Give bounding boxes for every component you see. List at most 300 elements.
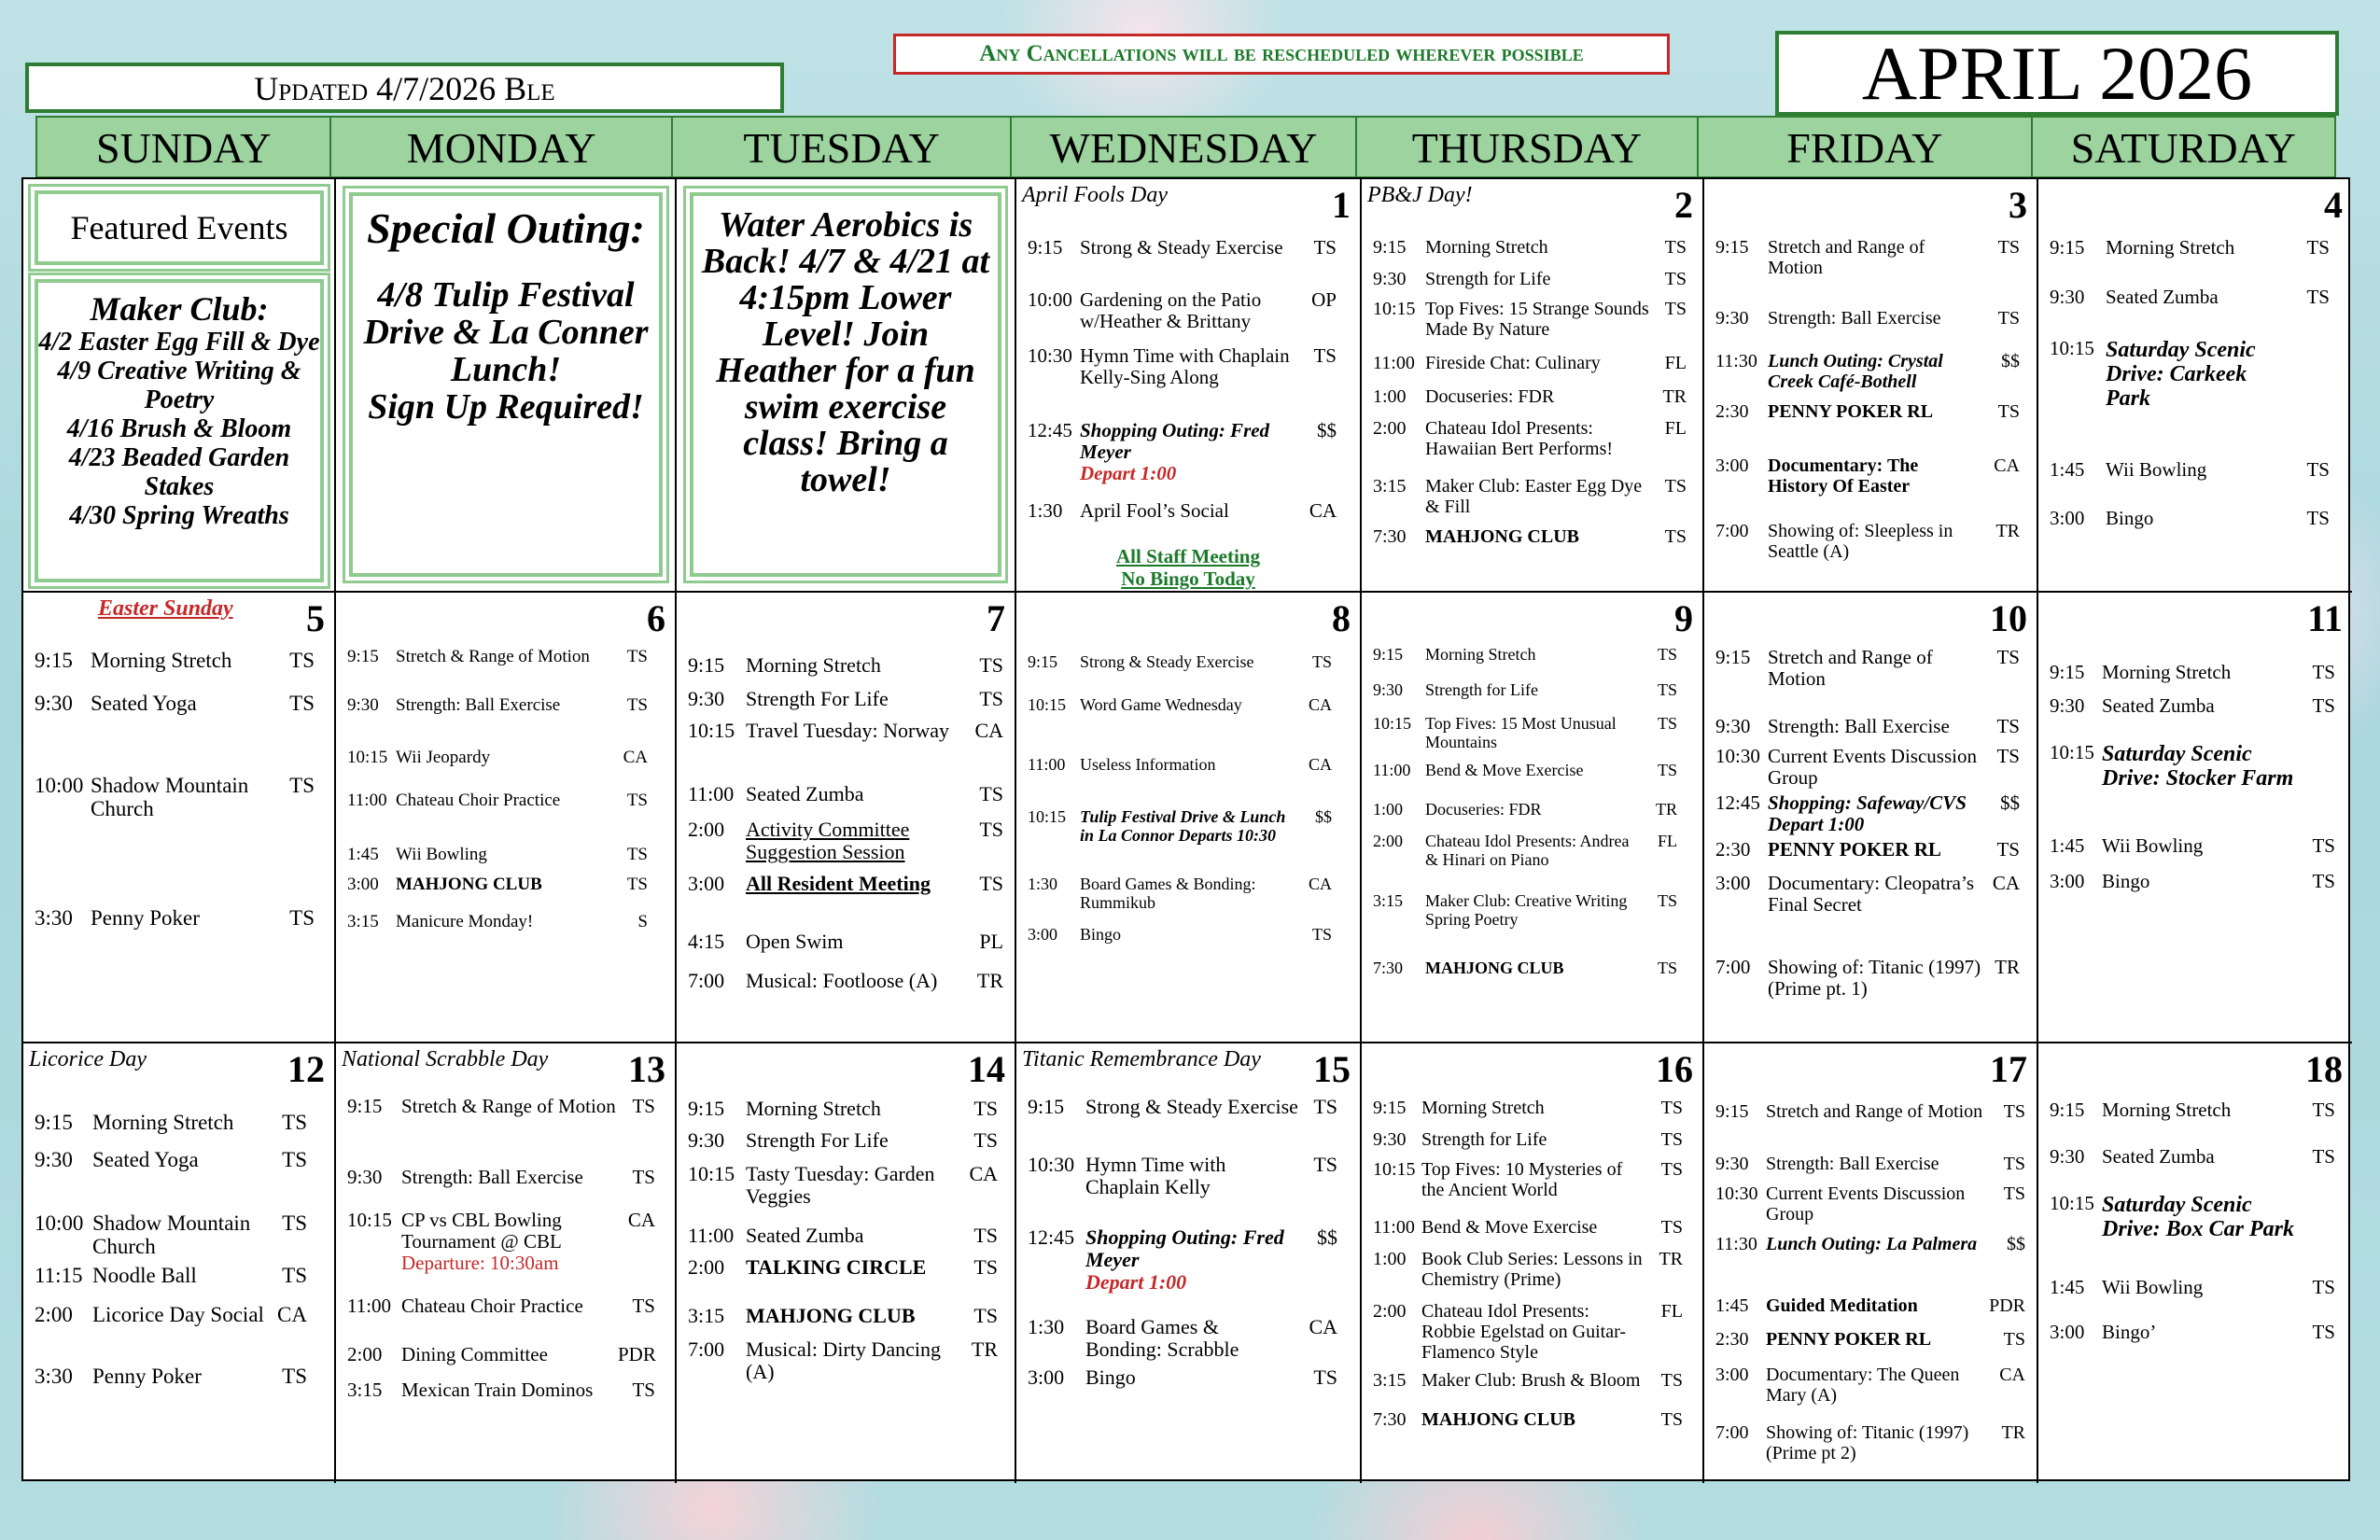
event-row xyxy=(336,1210,675,1274)
event-time: 3:30 xyxy=(35,1365,73,1388)
event-row xyxy=(336,1379,675,1401)
event-title: Manicure Monday! xyxy=(396,912,534,931)
event-name xyxy=(1425,526,1649,547)
event-time: 10:15 xyxy=(347,1209,392,1231)
event-row xyxy=(336,875,675,894)
event-time: 10:15 xyxy=(1373,714,1412,733)
event-row xyxy=(677,873,1015,895)
featured-events-cell xyxy=(23,179,336,593)
event-time: 11:00 xyxy=(1373,353,1415,373)
event-title: Shopping Outing: Fred Meyer xyxy=(1085,1225,1284,1271)
special-outing-title: Special Outing: xyxy=(367,204,645,252)
event-row xyxy=(1704,647,2037,690)
event-location-code: TS xyxy=(2312,1099,2335,1121)
event-location-code: CA xyxy=(969,1162,998,1185)
event-row xyxy=(1704,351,2037,392)
event-location-code: TS xyxy=(1664,237,1687,258)
event-row xyxy=(677,1338,1015,1383)
event-location-code: CA xyxy=(1309,1315,1337,1338)
event-location-code: PL xyxy=(979,930,1003,953)
event-row xyxy=(1016,1316,1360,1361)
event-title: Board Games & Bonding: Rummikub xyxy=(1080,875,1256,912)
event-name xyxy=(91,906,277,930)
day-cell-8 xyxy=(1016,593,1362,1043)
day-number: 9 xyxy=(1674,597,1693,639)
day-number: 17 xyxy=(1990,1048,2027,1090)
cancellation-notice: Any Cancellations will be rescheduled wherever possible xyxy=(893,34,1670,75)
day-cell-15 xyxy=(1016,1043,1362,1483)
event-title: PENNY POKER RL xyxy=(1766,1329,1932,1350)
day-number: 6 xyxy=(647,597,665,639)
event-row xyxy=(23,774,334,820)
event-title: Morning Stretch xyxy=(92,1111,234,1134)
event-time: 3:00 xyxy=(1715,1365,1749,1385)
event-row xyxy=(1362,1129,1702,1150)
event-location-code: TR xyxy=(1662,386,1687,407)
event-name xyxy=(746,819,966,863)
event-location-code: TS xyxy=(1657,891,1677,910)
event-location-code: TS xyxy=(1664,299,1687,319)
event-time: 11:00 xyxy=(1028,755,1066,774)
event-time: 1:45 xyxy=(347,845,379,864)
event-row xyxy=(336,695,675,715)
event-name xyxy=(1421,1409,1645,1430)
event-location-code: $$ xyxy=(1317,1225,1337,1249)
event-time: 9:30 xyxy=(347,1166,383,1188)
event-title: Strength for Life xyxy=(1421,1129,1547,1150)
event-location-code: FL xyxy=(1664,418,1687,439)
event-title: Chateau Choir Practice xyxy=(396,791,561,810)
event-name xyxy=(746,1129,960,1152)
event-location-code: TS xyxy=(2306,286,2330,308)
event-time: 10:30 xyxy=(1028,344,1072,367)
event-location-code: TS xyxy=(1664,476,1687,497)
event-title: Bingo xyxy=(2106,507,2154,529)
event-title: Maker Club: Easter Egg Dye & Fill xyxy=(1425,476,1643,517)
event-location-code: TS xyxy=(1664,526,1687,547)
event-time: 10:00 xyxy=(35,1211,84,1235)
event-row xyxy=(2038,338,2352,411)
event-row xyxy=(23,906,334,930)
day-number: 3 xyxy=(2009,184,2027,226)
event-name xyxy=(1080,925,1295,944)
holiday-label: PB&J Day! xyxy=(1367,183,1473,207)
event-title: Seated Zumba xyxy=(2106,286,2219,308)
event-location-code: TS xyxy=(1996,745,2020,767)
event-name xyxy=(2102,742,2298,791)
event-row xyxy=(677,1305,1015,1327)
event-location-code: TS xyxy=(2003,1329,2025,1350)
event-name xyxy=(2102,695,2298,717)
event-name xyxy=(1425,299,1649,340)
event-title: Seated Zumba xyxy=(2102,1145,2215,1168)
event-time: 3:15 xyxy=(347,1379,383,1401)
event-location-code: PDR xyxy=(618,1343,656,1365)
event-name xyxy=(1766,1183,1988,1225)
event-title: MAHJONG CLUB xyxy=(396,875,542,894)
event-location-code: TS xyxy=(626,791,648,810)
event-title: Morning Stretch xyxy=(1421,1098,1545,1118)
event-location-code: TS xyxy=(1313,344,1337,367)
event-row xyxy=(1362,1217,1702,1238)
event-name xyxy=(746,970,966,992)
event-row xyxy=(336,1096,675,1117)
event-time: 7:00 xyxy=(1715,1422,1749,1443)
event-time: 3:00 xyxy=(2050,1321,2085,1343)
event-row xyxy=(1704,308,2037,329)
event-row xyxy=(1704,839,2037,861)
event-title: Bend & Move Exercise xyxy=(1425,761,1584,779)
event-time: 2:00 xyxy=(1373,418,1407,439)
event-location-code: CA xyxy=(1308,875,1332,893)
event-title: Seated Yoga xyxy=(92,1148,199,1171)
event-row xyxy=(1016,875,1360,912)
event-row xyxy=(2038,1146,2352,1168)
day-cell-7 xyxy=(677,593,1016,1043)
event-name xyxy=(1425,269,1649,289)
event-title: Documentary: The History Of Easter xyxy=(1768,455,1919,497)
event-row xyxy=(1362,237,1702,258)
event-title: Activity Committee Suggestion Session xyxy=(746,818,910,863)
event-name xyxy=(2102,1146,2298,1168)
event-title: Fireside Chat: Culinary xyxy=(1425,353,1601,373)
event-row xyxy=(2038,287,2352,308)
day-cell-4 xyxy=(2038,179,2352,593)
event-name xyxy=(1425,761,1640,779)
event-location-code: TS xyxy=(979,687,1003,710)
event-time: 10:15 xyxy=(2050,1192,2094,1214)
event-location-code: TS xyxy=(282,1148,307,1171)
event-row xyxy=(1362,1370,1702,1391)
event-name xyxy=(1085,1154,1300,1198)
event-time: 1:45 xyxy=(2050,834,2085,857)
event-location-code: CA xyxy=(1308,695,1332,714)
event-title: Chateau Idol Presents: Hawaiian Bert Performs! xyxy=(1425,418,1614,459)
event-time: 11:00 xyxy=(347,791,387,810)
event-name xyxy=(1425,237,1649,258)
event-time: 1:45 xyxy=(2050,1276,2085,1298)
day-cell-16 xyxy=(1362,1043,1704,1483)
event-time: 9:30 xyxy=(1373,1129,1407,1150)
event-name xyxy=(401,1167,618,1188)
event-location-code: TS xyxy=(1657,645,1677,664)
event-time: 3:00 xyxy=(2050,507,2085,529)
month-title: APRIL 2026 xyxy=(1775,31,2339,116)
event-title: Bingo xyxy=(1080,925,1122,944)
event-title: Maker Club: Creative Writing Spring Poetry xyxy=(1425,891,1628,929)
maker-club-line: 4/2 Easter Egg Fill & Dye xyxy=(38,328,320,357)
event-title: Strong & Steady Exercise xyxy=(1080,236,1283,259)
event-title: Strength for Life xyxy=(1425,680,1538,699)
event-name xyxy=(1080,875,1295,912)
event-row xyxy=(1016,237,1360,259)
event-time: 11:00 xyxy=(688,782,735,805)
event-location-code: TS xyxy=(1657,761,1677,779)
event-time: 9:15 xyxy=(2050,1099,2085,1121)
event-location-code: TS xyxy=(1657,680,1677,699)
day-cell-3 xyxy=(1704,179,2038,593)
event-time: 9:30 xyxy=(1715,715,1751,737)
event-time: 9:15 xyxy=(2050,661,2085,683)
event-time: 3:15 xyxy=(1373,1370,1407,1391)
event-row xyxy=(23,692,334,715)
event-location-code: $$ xyxy=(2000,791,2020,814)
event-time: 2:00 xyxy=(1373,832,1404,850)
event-title: Lunch Outing: La Palmera xyxy=(1766,1234,1978,1254)
event-title: CP vs CBL Bowling Tournament @ CBL xyxy=(401,1209,562,1253)
event-title: Saturday Scenic Drive: Box Car Park xyxy=(2102,1193,2294,1241)
event-name xyxy=(1768,237,1982,278)
event-row xyxy=(1362,761,1702,779)
event-title: Shopping: Safeway/CVS Depart 1:00 xyxy=(1768,791,1967,835)
event-row xyxy=(1016,345,1360,388)
day-cell-6 xyxy=(336,593,677,1043)
event-name xyxy=(91,692,277,715)
day-cell-17 xyxy=(1704,1043,2038,1483)
event-location-code: TS xyxy=(2312,1276,2335,1298)
event-name xyxy=(1085,1366,1300,1389)
event-row xyxy=(2038,508,2352,529)
event-row xyxy=(1362,714,1702,751)
event-time: 3:00 xyxy=(1715,455,1749,476)
event-title: Bingo xyxy=(1085,1365,1136,1389)
event-name xyxy=(1425,418,1649,459)
day-number: 8 xyxy=(1332,597,1351,639)
event-location-code: TS xyxy=(973,1128,998,1152)
event-name xyxy=(1766,1101,1988,1122)
event-location-code: TS xyxy=(1996,715,2020,737)
event-time: 2:00 xyxy=(35,1303,73,1326)
event-location-code: TS xyxy=(1657,714,1677,733)
event-name xyxy=(1766,1365,1988,1406)
event-location-code: TR xyxy=(1995,956,2020,978)
maker-club-line: 4/9 Creative Writing & Poetry xyxy=(57,357,301,414)
event-name xyxy=(746,688,966,710)
event-title: Bend & Move Exercise xyxy=(1421,1217,1598,1238)
event-time: 3:15 xyxy=(1373,476,1407,497)
event-name xyxy=(2102,1322,2298,1343)
event-row xyxy=(1362,1159,1702,1200)
weekday-friday: FRIDAY xyxy=(1699,118,2032,176)
event-location-code: TR xyxy=(1655,800,1677,819)
event-location-code: TS xyxy=(1311,925,1332,944)
event-title: Noodle Ball xyxy=(92,1264,197,1287)
event-row xyxy=(1704,957,2037,1000)
event-location-code: TS xyxy=(979,872,1003,895)
event-row xyxy=(1362,832,1702,869)
event-row xyxy=(677,1129,1015,1152)
event-title: Documentary: The Queen Mary (A) xyxy=(1766,1365,1960,1406)
event-title: Strength: Ball Exercise xyxy=(396,695,561,715)
event-row xyxy=(2038,835,2352,857)
event-row xyxy=(1362,299,1702,340)
event-time: 10:15 xyxy=(688,719,735,742)
event-name xyxy=(1080,237,1299,259)
event-location-code: PDR xyxy=(1989,1295,2025,1316)
event-name xyxy=(1768,647,1982,690)
event-time: 9:15 xyxy=(1715,646,1751,668)
event-title: Top Fives: 15 Most Unusual Mountains xyxy=(1425,714,1617,751)
event-location-code: CA xyxy=(1309,499,1337,522)
event-time: 11:00 xyxy=(347,1295,392,1317)
event-name xyxy=(1425,476,1649,517)
event-title: Word Game Wednesday xyxy=(1080,695,1242,714)
event-name xyxy=(401,1210,618,1274)
event-time: 10:15 xyxy=(688,1162,735,1185)
event-title: Stretch and Range of Motion xyxy=(1768,646,1933,690)
event-row xyxy=(1016,755,1360,774)
event-row xyxy=(1362,1249,1702,1290)
event-location-code: TS xyxy=(1660,1370,1683,1391)
day-cell-2 xyxy=(1362,179,1704,593)
event-row xyxy=(677,819,1015,863)
event-row xyxy=(1016,695,1360,714)
event-title: Gardening on the Patio w/Heather & Brittany xyxy=(1080,288,1262,332)
event-title: Stretch & Range of Motion xyxy=(396,647,590,666)
special-outing-cell xyxy=(336,179,677,593)
event-title: Seated Zumba xyxy=(746,1224,864,1247)
event-name xyxy=(2106,508,2292,529)
event-name xyxy=(1080,500,1299,522)
event-row xyxy=(677,1256,1015,1279)
event-title: Top Fives: 10 Mysteries of the Ancient World xyxy=(1421,1159,1623,1200)
event-location-code: TS xyxy=(2312,870,2335,892)
event-location-code: TR xyxy=(971,1337,998,1361)
event-location-code: TS xyxy=(632,1166,655,1188)
event-location-code: TS xyxy=(632,1379,655,1401)
event-title: Docuseries: FDR xyxy=(1425,386,1555,407)
event-name xyxy=(1080,345,1299,388)
event-name xyxy=(2106,237,2292,259)
event-name xyxy=(2106,459,2292,481)
event-row xyxy=(336,647,675,666)
event-time: 10:15 xyxy=(2050,337,2094,359)
weekday-sunday: SUNDAY xyxy=(37,118,331,176)
event-time: 2:30 xyxy=(1715,838,1751,861)
day-number: 2 xyxy=(1674,184,1693,226)
event-time: 11:30 xyxy=(1715,351,1757,371)
event-title: Stretch & Range of Motion xyxy=(401,1095,616,1117)
day-number: 16 xyxy=(1656,1048,1693,1090)
event-name xyxy=(746,873,966,895)
event-title: PENNY POKER RL xyxy=(1768,401,1934,422)
event-name xyxy=(746,1098,960,1120)
event-time: 9:15 xyxy=(347,1095,383,1117)
event-title: Chateau Idol Presents: Andrea & Hinari on Piano xyxy=(1425,832,1630,869)
event-row xyxy=(1362,1301,1702,1363)
event-time: 2:00 xyxy=(1373,1301,1407,1322)
event-title: Bingo xyxy=(2102,870,2150,892)
event-row xyxy=(677,1225,1015,1247)
day-cell-12 xyxy=(23,1043,336,1483)
event-title: Penny Poker xyxy=(91,906,200,930)
event-departure-note: Depart 1:00 xyxy=(1080,462,1177,484)
event-time: 3:00 xyxy=(1028,1365,1065,1389)
event-time: 2:00 xyxy=(688,1255,725,1279)
event-location-code: TS xyxy=(2306,236,2330,259)
event-row xyxy=(1016,652,1360,671)
event-row xyxy=(2038,742,2352,791)
event-title: Strength For Life xyxy=(746,1128,889,1152)
event-time: 7:30 xyxy=(1373,959,1404,977)
event-time: 9:15 xyxy=(688,1097,725,1120)
event-name xyxy=(1768,351,1982,392)
event-title: Book Club Series: Lessons in Chemistry (Prime) xyxy=(1421,1249,1643,1290)
water-aerobics-box: Water Aerobics is Back! 4/7 & 4/21 at 4:15pm Lower Level! Join Heather for a fun swim exercise class! Bring a towel! xyxy=(690,192,1001,577)
event-name xyxy=(1085,1226,1300,1294)
event-name xyxy=(1768,839,1982,861)
event-name xyxy=(2102,871,2298,892)
event-row xyxy=(1362,418,1702,459)
event-name xyxy=(1766,1329,1988,1350)
event-location-code: TS xyxy=(1660,1098,1683,1118)
event-location-code: TS xyxy=(1313,1365,1337,1389)
day-number: 15 xyxy=(1313,1048,1351,1090)
event-location-code: TS xyxy=(1313,236,1337,259)
event-title: Morning Stretch xyxy=(1425,645,1536,664)
event-row xyxy=(1704,237,2037,278)
event-name xyxy=(396,748,610,767)
event-name xyxy=(401,1344,618,1365)
day-number: 14 xyxy=(968,1048,1005,1090)
event-name xyxy=(1766,1234,1988,1254)
event-row xyxy=(2038,459,2352,481)
day-number: 1 xyxy=(1332,184,1351,226)
event-name xyxy=(1768,308,1982,329)
event-title: Strength: Ball Exercise xyxy=(1768,308,1941,329)
event-name xyxy=(2102,662,2298,683)
event-location-code: TS xyxy=(2003,1183,2025,1204)
event-time: 11:00 xyxy=(688,1224,735,1247)
event-title: Wii Bowling xyxy=(2102,834,2204,857)
event-title: Saturday Scenic Drive: Stocker Farm xyxy=(2102,742,2294,791)
event-title: Wii Jeopardy xyxy=(396,748,491,767)
event-row xyxy=(1704,1329,2037,1350)
event-title: Seated Zumba xyxy=(2102,694,2215,717)
event-name xyxy=(1425,832,1640,869)
event-location-code: FL xyxy=(1660,1301,1683,1322)
event-name xyxy=(401,1295,618,1317)
event-location-code: TS xyxy=(282,1111,307,1134)
event-location-code: CA xyxy=(1994,455,2020,476)
event-title: Current Events Discussion Group xyxy=(1768,745,1977,789)
event-title: Mexican Train Dominos xyxy=(401,1379,594,1401)
holiday-label: Licorice Day xyxy=(29,1047,147,1071)
event-location-code: TS xyxy=(973,1224,998,1247)
event-time: 11:30 xyxy=(1715,1234,1757,1254)
event-title: Current Events Discussion Group xyxy=(1766,1183,1966,1225)
event-time: 9:15 xyxy=(1028,1095,1065,1118)
event-time: 10:15 xyxy=(2050,741,2094,763)
event-time: 11:15 xyxy=(35,1264,83,1287)
event-row xyxy=(336,845,675,864)
day-number: 10 xyxy=(1990,597,2027,639)
event-departure-note: Departure: 10:30am xyxy=(401,1252,559,1274)
event-location-code: TS xyxy=(1313,1095,1337,1118)
event-row xyxy=(23,649,334,672)
event-title: MAHJONG CLUB xyxy=(1421,1409,1575,1430)
water-aerobics-cell xyxy=(677,179,1016,593)
event-title: Hymn Time with Chaplain Kelly xyxy=(1085,1153,1226,1198)
event-location-code: OP xyxy=(1311,288,1337,311)
day-cell-1 xyxy=(1016,179,1362,593)
event-name xyxy=(746,1338,960,1383)
event-title: PENNY POKER RL xyxy=(1768,838,1941,861)
event-title: Guided Meditation xyxy=(1766,1295,1918,1316)
event-location-code: TS xyxy=(289,692,315,715)
event-title: Morning Stretch xyxy=(2106,236,2235,259)
event-name xyxy=(1768,455,1982,497)
